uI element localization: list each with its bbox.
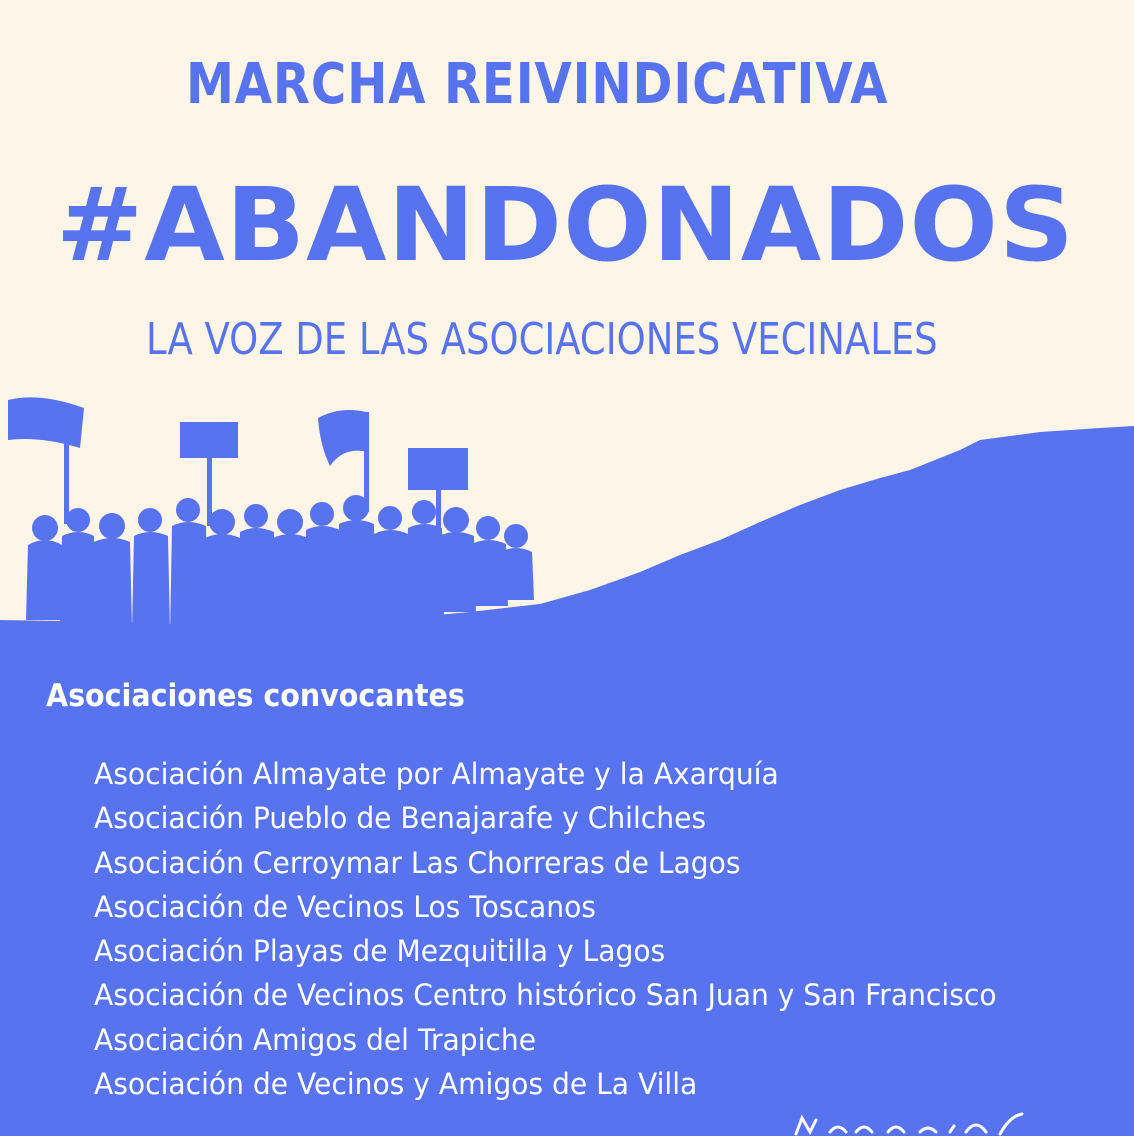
associations-list — [94, 752, 1024, 1106]
list-item: Asociación Amigos del Trapiche — [94, 1022, 537, 1057]
subtitle: LA VOZ DE LAS ASOCIACIONES VECINALES — [146, 314, 938, 365]
hashtag-title: #ABANDONADOS — [56, 166, 1075, 285]
list-item: Asociación de Vecinos y Amigos de La Villa — [94, 1067, 698, 1102]
list-item: Asociación de Vecinos Centro histórico San Juan y San Francisco — [94, 978, 997, 1013]
list-item: Asociación Playas de Mezquitilla y Lagos — [94, 934, 666, 969]
handwritten-scribble — [790, 1112, 1040, 1136]
event-title: MARCHA REIVINDICATIVA — [186, 52, 889, 117]
list-item: Asociación Almayate por Almayate y la Axarquía — [94, 757, 779, 791]
list-item: Asociación de Vecinos Los Toscanos — [94, 889, 596, 924]
list-item: Asociación Cerroymar Las Chorreras de Lagos — [94, 845, 741, 880]
associations-heading: Asociaciones convocantes — [46, 678, 465, 714]
list-item: Asociación Pueblo de Benajarafe y Chilches — [94, 801, 707, 836]
